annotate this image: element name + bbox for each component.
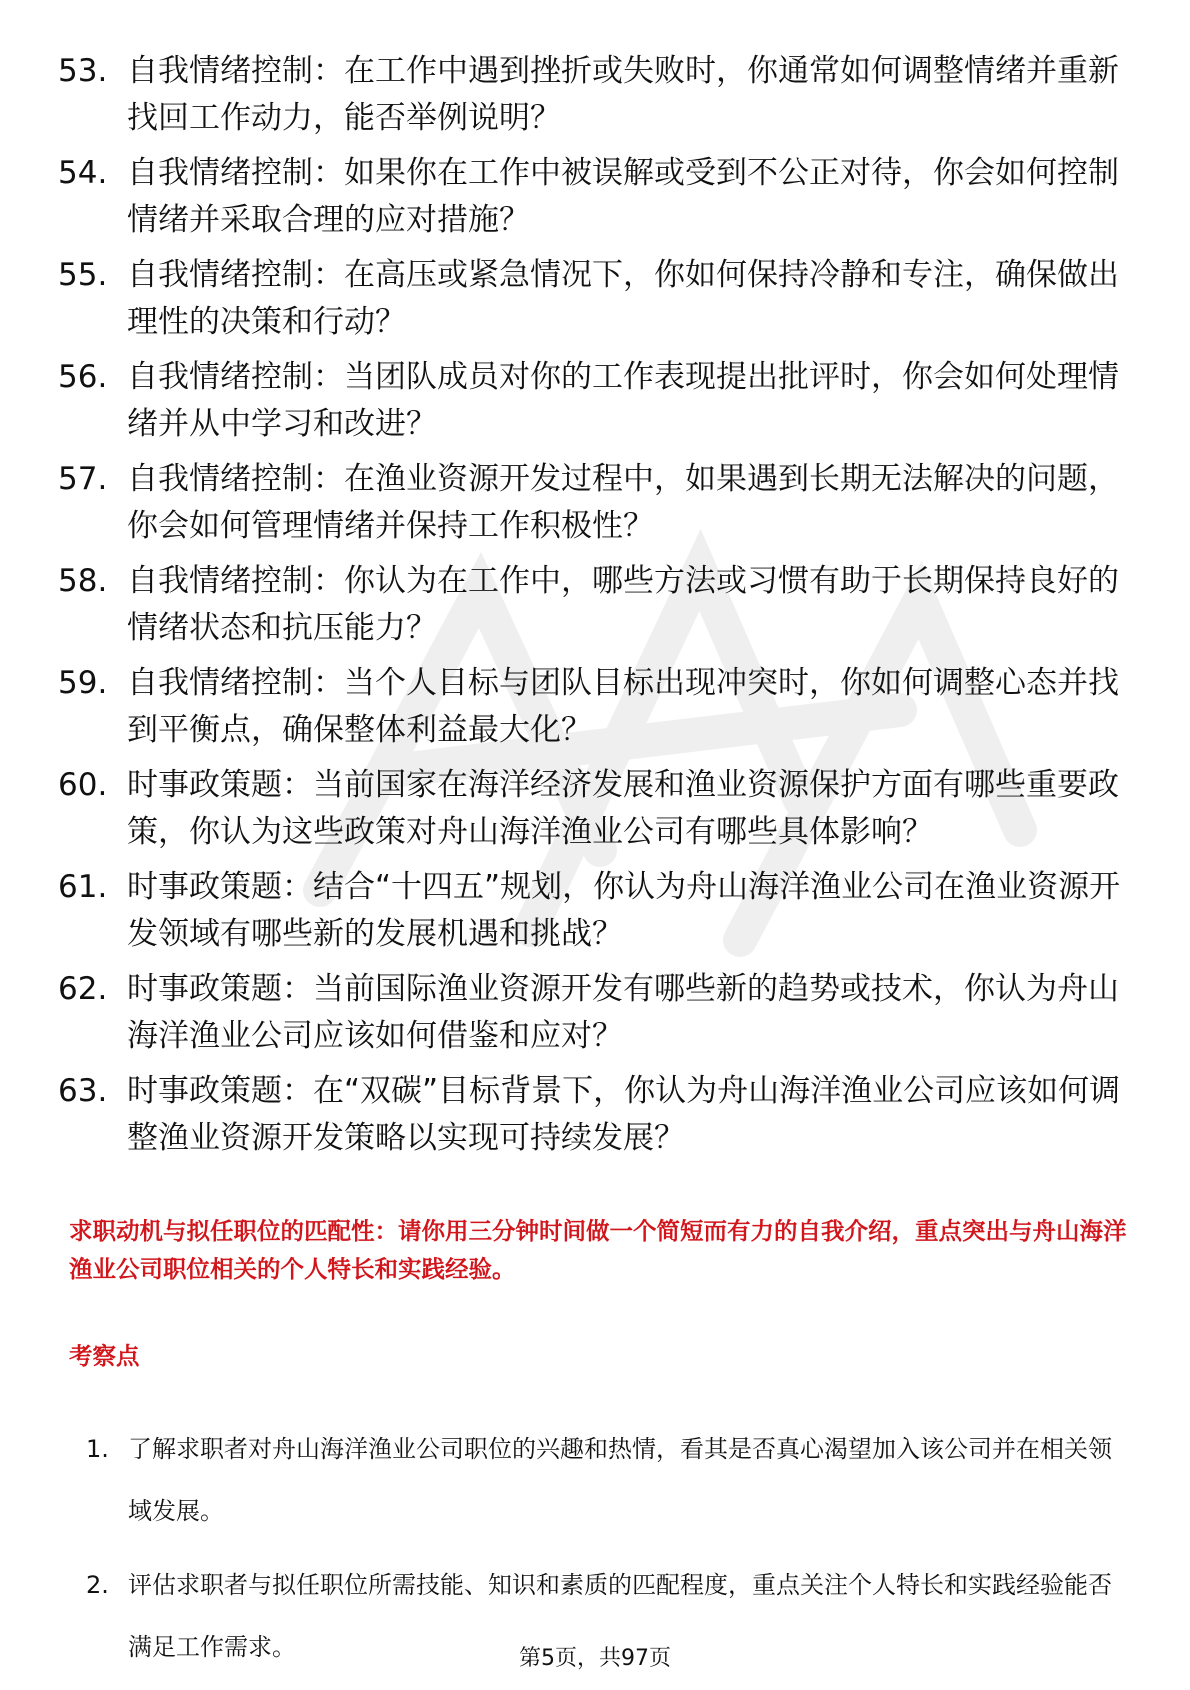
question-text: 自我情绪控制：当团队成员对你的工作表现提出批评时，你会如何处理情绪并从中学习和改进？ <box>127 359 1119 442</box>
question-number: 60. <box>58 767 108 803</box>
question-item <box>58 354 1138 448</box>
question-item <box>58 660 1138 754</box>
question-number: 59. <box>58 665 108 701</box>
question-text: 自我情绪控制：在渔业资源开发过程中，如果遇到长期无法解决的问题，你会如何管理情绪并保持工作积极性？ <box>127 461 1119 544</box>
assessment-point <box>86 1418 1131 1542</box>
question-number: 54. <box>58 155 108 191</box>
question-text: 时事政策题：在“双碳”目标背景下，你认为舟山海洋渔业公司应该如何调整渔业资源开发策略以实现可持续发展？ <box>127 1073 1121 1156</box>
question-text: 自我情绪控制：当个人目标与团队目标出现冲突时，你如何调整心态并找到平衡点，确保整体利益最大化？ <box>127 665 1119 748</box>
question-list <box>58 48 1138 1170</box>
assessment-points-heading: 考察点 <box>69 1342 140 1370</box>
question-number: 58. <box>58 563 108 599</box>
section-heading: 求职动机与拟任职位的匹配性：请你用三分钟时间做一个简短而有力的自我介绍，重点突出与舟山海洋渔业公司职位相关的个人特长和实践经验。 <box>69 1217 1127 1283</box>
point-text: 了解求职者对舟山海洋渔业公司职位的兴趣和热情，看其是否真心渴望加入该公司并在相关领域发展。 <box>128 1435 1112 1525</box>
question-number: 63. <box>58 1073 108 1109</box>
question-item <box>58 48 1138 142</box>
question-text: 自我情绪控制：在工作中遇到挫折或失败时，你通常如何调整情绪并重新找回工作动力，能否举例说明？ <box>127 53 1119 136</box>
question-text: 时事政策题：当前国家在海洋经济发展和渔业资源保护方面有哪些重要政策，你认为这些政策对舟山海洋渔业公司有哪些具体影响？ <box>127 767 1119 850</box>
question-text: 自我情绪控制：如果你在工作中被误解或受到不公正对待，你会如何控制情绪并采取合理的应对措施？ <box>127 155 1119 238</box>
question-item <box>58 762 1138 856</box>
question-number: 53. <box>58 53 108 89</box>
question-item <box>58 966 1138 1060</box>
question-item <box>58 558 1138 652</box>
question-number: 61. <box>58 869 108 905</box>
point-text: 评估求职者与拟任职位所需技能、知识和素质的匹配程度，重点关注个人特长和实践经验能否满足工作需求。 <box>128 1571 1112 1661</box>
question-number: 62. <box>58 971 108 1007</box>
point-number: 1. <box>86 1435 109 1463</box>
question-text: 时事政策题：结合“十四五”规划，你认为舟山海洋渔业公司在渔业资源开发领域有哪些新的发展机遇和挑战？ <box>127 869 1121 952</box>
question-text: 自我情绪控制：在高压或紧急情况下，你如何保持冷静和专注，确保做出理性的决策和行动？ <box>127 257 1119 340</box>
question-item <box>58 252 1138 346</box>
question-item <box>58 864 1138 958</box>
question-item <box>58 1068 1138 1162</box>
question-text: 时事政策题：当前国际渔业资源开发有哪些新的趋势或技术，你认为舟山海洋渔业公司应该如何借鉴和应对？ <box>127 971 1119 1054</box>
page-footer: 第5页，共97页 <box>519 1646 671 1671</box>
question-number: 55. <box>58 257 108 293</box>
question-text: 自我情绪控制：你认为在工作中，哪些方法或习惯有助于长期保持良好的情绪状态和抗压能力？ <box>127 563 1119 646</box>
question-item <box>58 456 1138 550</box>
question-number: 57. <box>58 461 108 497</box>
point-number: 2. <box>86 1571 109 1599</box>
question-item <box>58 150 1138 244</box>
question-number: 56. <box>58 359 108 395</box>
